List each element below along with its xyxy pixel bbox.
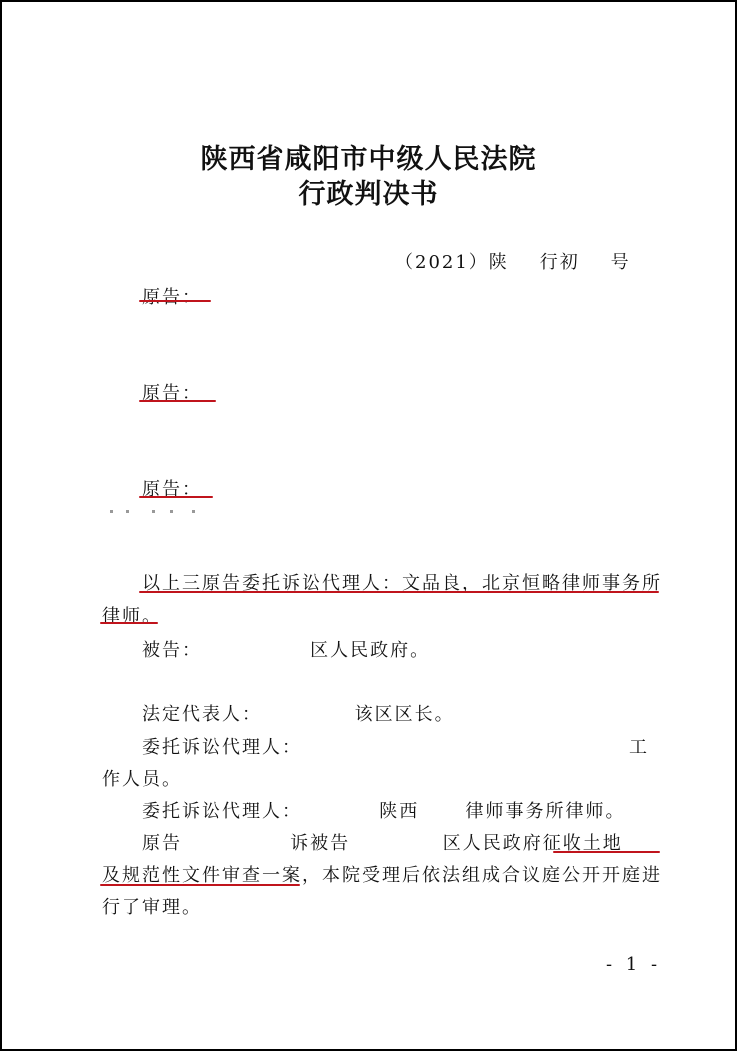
defendant-agent-2-line: 委托诉讼代理人： 陕西 律师事务所律师。 bbox=[142, 801, 626, 822]
body-line-1: 原告 诉被告 区人民政府征收土地 bbox=[142, 833, 623, 854]
body-line-2: 及规范性文件审查一案，本院受理后依法组成合议庭公开开庭进 bbox=[102, 865, 662, 886]
plaintiff-agent-line-1: 以上三原告委托诉讼代理人：文品良，北京恒略律师事务所 bbox=[142, 573, 662, 594]
redaction-speck bbox=[152, 510, 155, 513]
redaction-speck bbox=[110, 510, 113, 513]
plaintiff-3-underline bbox=[139, 496, 213, 498]
plaintiff-agent-line-2: 律师。 bbox=[102, 606, 162, 627]
plaintiff-3-label: 原告： bbox=[142, 479, 202, 500]
redaction-speck bbox=[192, 510, 195, 513]
agent-underline-2 bbox=[100, 622, 158, 624]
defendant-agent-1-tail: 工 bbox=[629, 737, 649, 758]
redaction-speck bbox=[126, 510, 129, 513]
defendant-agent-1-continued: 作人员。 bbox=[102, 769, 182, 790]
body-underline-2 bbox=[100, 884, 300, 886]
court-name: 陕西省咸阳市中级人民法院 bbox=[200, 144, 537, 175]
case-number: （2021）陕 行初 号 bbox=[395, 252, 631, 273]
plaintiff-1-underline bbox=[139, 300, 211, 302]
agent-underline-1 bbox=[139, 591, 659, 593]
redaction-speck bbox=[170, 510, 173, 513]
page-number: - 1 - bbox=[606, 954, 662, 975]
plaintiff-1-label: 原告： bbox=[142, 287, 202, 308]
defendant-agent-1-label: 委托诉讼代理人： bbox=[142, 737, 302, 758]
body-underline-1 bbox=[553, 851, 660, 853]
legal-representative-line: 法定代表人： 该区区长。 bbox=[142, 704, 455, 725]
body-line-3: 行了审理。 bbox=[102, 897, 202, 918]
plaintiff-2-label: 原告： bbox=[142, 383, 202, 404]
plaintiff-2-underline bbox=[139, 400, 216, 402]
document-type: 行政判决书 bbox=[298, 179, 439, 210]
defendant-line: 被告： 区人民政府。 bbox=[142, 640, 431, 661]
